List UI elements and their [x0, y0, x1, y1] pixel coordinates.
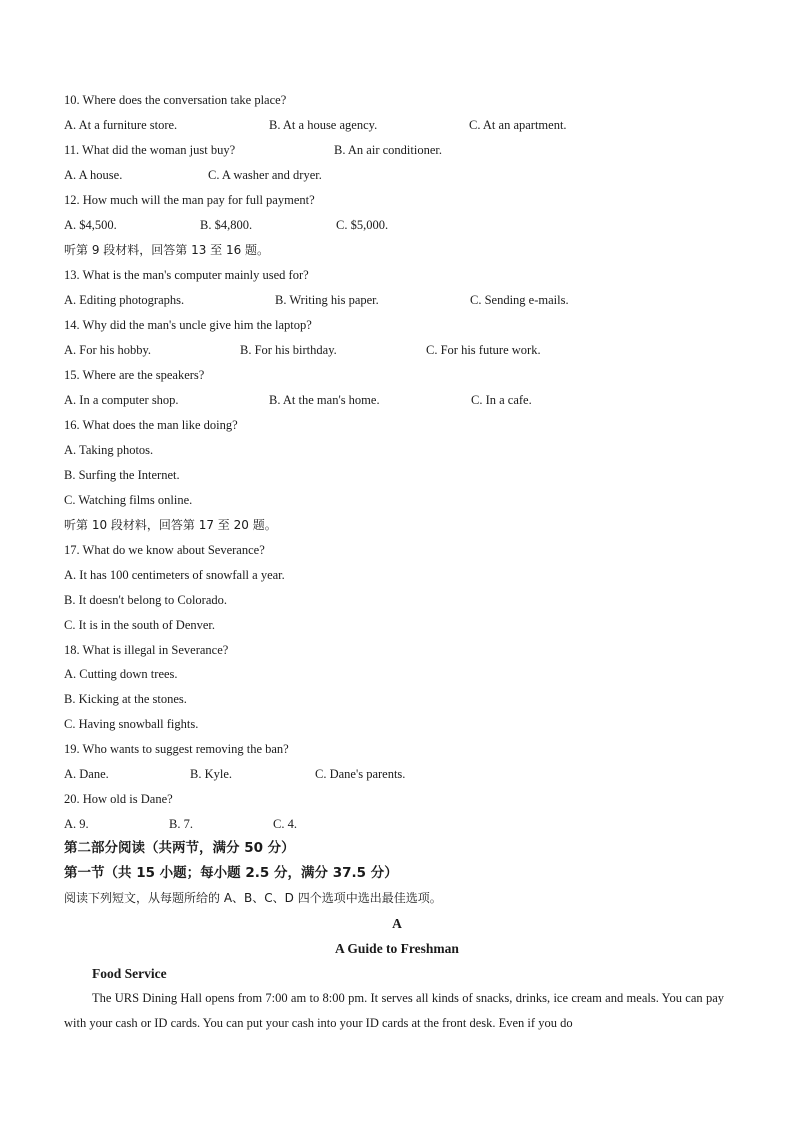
question-16: 16. What does the man like doing? [64, 418, 238, 432]
option-b: B. An air conditioner. [334, 143, 442, 157]
passage-title: A Guide to Freshman [335, 941, 459, 956]
option-b: B. Kyle. [190, 767, 233, 781]
option-c: C. 4. [273, 817, 297, 831]
option-c: C. $5,000. [336, 218, 389, 232]
question-10: 10. Where does the conversation take place? [64, 93, 287, 107]
question-20: 20. How old is Dane? [64, 792, 173, 806]
option-b: B. $4,800. [200, 218, 253, 232]
question-17: 17. What do we know about Severance? [64, 543, 265, 557]
listening-instruction-10: 听第 10 段材料，回答第 17 至 20 题。 [64, 518, 277, 532]
option-c: C. Watching films online. [64, 493, 193, 507]
option-b: B. At the man's home. [269, 393, 380, 407]
passage-letter: A [392, 916, 402, 931]
option-b: B. It doesn't belong to Colorado. [64, 593, 228, 607]
option-b: B. Writing his paper. [275, 293, 379, 307]
option-a: A. Taking photos. [64, 443, 154, 457]
option-c: C. Sending e-mails. [470, 293, 569, 307]
option-a: A. A house. [64, 168, 123, 182]
option-a: A. It has 100 centimeters of snowfall a year. [64, 568, 285, 582]
option-b: B. Kicking at the stones. [64, 692, 187, 706]
question-13: 13. What is the man's computer mainly used for? [64, 268, 309, 282]
option-b: B. 7. [169, 817, 193, 831]
question-15: 15. Where are the speakers? [64, 368, 205, 382]
section-heading: 第一节（共 15 小题；每小题 2.5 分，满分 37.5 分） [64, 865, 398, 881]
part-heading: 第二部分阅读（共两节，满分 50 分） [64, 840, 295, 856]
option-a: A. Editing photographs. [64, 293, 185, 307]
option-c: C. At an apartment. [469, 118, 567, 132]
question-18: 18. What is illegal in Severance? [64, 643, 229, 657]
option-a: A. Cutting down trees. [64, 667, 178, 681]
option-a: A. For his hobby. [64, 343, 152, 357]
option-a: A. 9. [64, 817, 89, 831]
option-c: C. It is in the south of Denver. [64, 618, 216, 632]
reading-instruction: 阅读下列短文，从每题所给的 A、B、C、D 四个选项中选出最佳选项。 [64, 891, 442, 905]
option-c: C. Having snowball fights. [64, 717, 199, 731]
passage-paragraph: The URS Dining Hall opens from 7:00 am to 8:00 pm. It serves all kinds of snacks, drinks, ice cream and meals. You can pay with your cash or ID cards. You can put your cash into your ID cards at the front desk. Even if you do [64, 991, 724, 1030]
option-c: C. A washer and dryer. [208, 168, 322, 182]
question-14: 14. Why did the man's uncle give him the laptop? [64, 318, 312, 332]
option-b: B. Surfing the Internet. [64, 468, 180, 482]
option-c: C. Dane's parents. [315, 767, 406, 781]
option-a: A. Dane. [64, 767, 109, 781]
option-a: A. $4,500. [64, 218, 117, 232]
listening-instruction-9: 听第 9 段材料，回答第 13 至 16 题。 [64, 243, 270, 257]
option-b: B. At a house agency. [269, 118, 378, 132]
option-b: B. For his birthday. [240, 343, 337, 357]
option-c: C. For his future work. [426, 343, 541, 357]
option-a: A. In a computer shop. [64, 393, 179, 407]
question-19: 19. Who wants to suggest removing the ban? [64, 742, 289, 756]
subheading-food-service: Food Service [92, 966, 167, 981]
option-a: A. At a furniture store. [64, 118, 178, 132]
question-11: 11. What did the woman just buy? [64, 143, 236, 157]
question-12: 12. How much will the man pay for full payment? [64, 193, 315, 207]
option-c: C. In a cafe. [471, 393, 532, 407]
